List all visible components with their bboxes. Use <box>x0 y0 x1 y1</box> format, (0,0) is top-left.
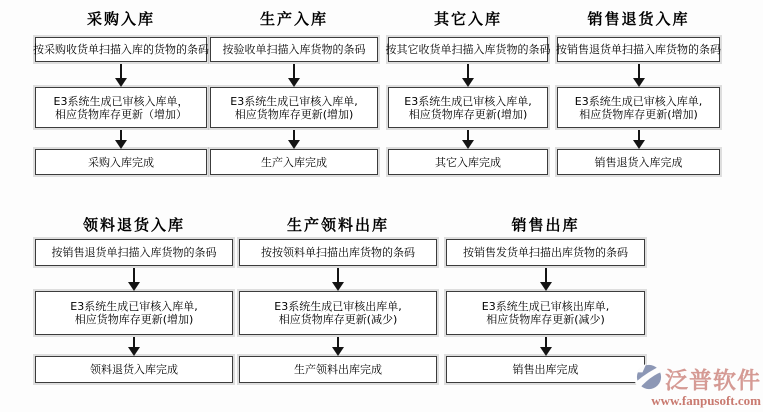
step-process-line2: 相应货物库存更新(增加) <box>408 107 528 121</box>
step-process-box <box>35 291 233 335</box>
step-process-line2: 相应货物库存更新(增加) <box>74 313 194 326</box>
flow-title: 领料退货入库 <box>82 216 185 234</box>
step-process-line1: E3系统生成已审核入库单, <box>574 94 703 108</box>
step-done-label: 领料退货入库完成 <box>90 363 178 376</box>
step-process-line1: E3系统生成已审核入库单, <box>404 94 532 108</box>
step-done-box <box>210 149 378 175</box>
logo-url-text: www.fanpusoft.com <box>651 393 761 408</box>
vendor-watermark <box>615 362 761 409</box>
step-process-box <box>210 87 378 128</box>
flow-purchase-in <box>35 8 207 175</box>
flow-title: 生产入库 <box>259 10 328 28</box>
step-process-line1: E3系统生成已审核入库单， <box>53 94 189 108</box>
down-arrow <box>239 266 437 291</box>
step-process-line2: 相应货物库存更新(增加) <box>234 107 354 121</box>
step-done-box <box>35 356 233 383</box>
step-scan-label: 按销售发货单扫描出库货物的条码 <box>463 246 628 259</box>
step-done-label: 其它入库完成 <box>435 155 501 169</box>
flow-production-in <box>210 8 378 175</box>
step-process-line2: 相应货物库存更新(增加) <box>579 107 698 121</box>
flow-material-return-in <box>35 214 233 383</box>
step-scan-label: 按验收单扫描入库货物的条码 <box>222 43 366 56</box>
step-done-box <box>35 149 207 175</box>
down-arrow <box>35 335 233 356</box>
down-arrow <box>239 335 437 356</box>
down-arrow <box>446 335 645 356</box>
step-done-box <box>557 149 720 175</box>
step-done-box <box>388 149 548 175</box>
step-done-box <box>239 356 437 383</box>
down-arrow <box>35 62 207 87</box>
down-arrow <box>210 62 378 87</box>
step-process-box <box>239 291 437 335</box>
step-scan-label: 按按领料单扫描出库货物的条码 <box>261 246 415 259</box>
flow-production-issue-out <box>239 214 437 383</box>
step-process-box <box>35 87 207 128</box>
down-arrow <box>446 266 645 291</box>
step-done-label: 生产入库完成 <box>261 155 327 169</box>
step-scan-box <box>35 239 233 266</box>
step-process-line2: 相应货物库存更新（增加） <box>55 107 187 121</box>
down-arrow <box>557 62 720 87</box>
step-done-label: 生产领料出库完成 <box>294 363 382 376</box>
step-scan-box <box>35 37 207 62</box>
flow-title: 采购入库 <box>86 10 155 28</box>
step-process-box <box>388 87 548 128</box>
step-scan-box <box>385 37 551 62</box>
down-arrow <box>210 128 378 149</box>
flow-title: 生产领料出库 <box>286 216 389 234</box>
step-scan-label: 按其它收货单扫描入库货物的条码 <box>385 43 551 56</box>
step-process-line1: E3系统生成已审核出库单, <box>274 300 402 313</box>
step-scan-box <box>446 239 645 266</box>
step-process-line1: E3系统生成已审核入库单, <box>230 94 358 108</box>
step-process-line1: E3系统生成已审核入库单, <box>70 300 198 313</box>
step-process-box <box>446 291 645 335</box>
down-arrow <box>35 266 233 291</box>
step-scan-box <box>239 239 437 266</box>
flow-sales-return-in <box>557 8 720 175</box>
step-process-line2: 相应货物库存更新(减少) <box>486 313 605 326</box>
step-done-label: 销售退货入库完成 <box>594 155 683 169</box>
down-arrow <box>557 128 720 149</box>
step-done-label: 采购入库完成 <box>88 155 154 169</box>
step-scan-box <box>557 37 720 62</box>
step-scan-label: 按销售退货单扫描入库货物的条码 <box>51 246 217 259</box>
step-done-label: 销售出库完成 <box>512 363 579 376</box>
flow-title: 销售出库 <box>511 216 580 234</box>
flow-sales-out <box>446 214 645 383</box>
step-process-box <box>557 87 720 128</box>
swoosh-globe-icon <box>635 364 663 394</box>
step-scan-box <box>210 37 378 62</box>
logo-brand-text: 泛普软件 <box>665 368 761 394</box>
flow-title: 其它入库 <box>433 10 502 28</box>
step-process-line1: E3系统生成已审核出库单, <box>481 300 610 313</box>
flow-title: 销售退货入库 <box>587 10 690 28</box>
step-scan-label: 按销售退货单扫描入库货物的条码 <box>556 43 721 56</box>
down-arrow <box>388 128 548 149</box>
step-scan-label: 按采购收货单扫描入库的货物的条码 <box>33 43 209 56</box>
down-arrow <box>388 62 548 87</box>
down-arrow <box>35 128 207 149</box>
flow-other-in <box>385 8 551 175</box>
step-process-line2: 相应货物库存更新(减少) <box>278 313 398 326</box>
